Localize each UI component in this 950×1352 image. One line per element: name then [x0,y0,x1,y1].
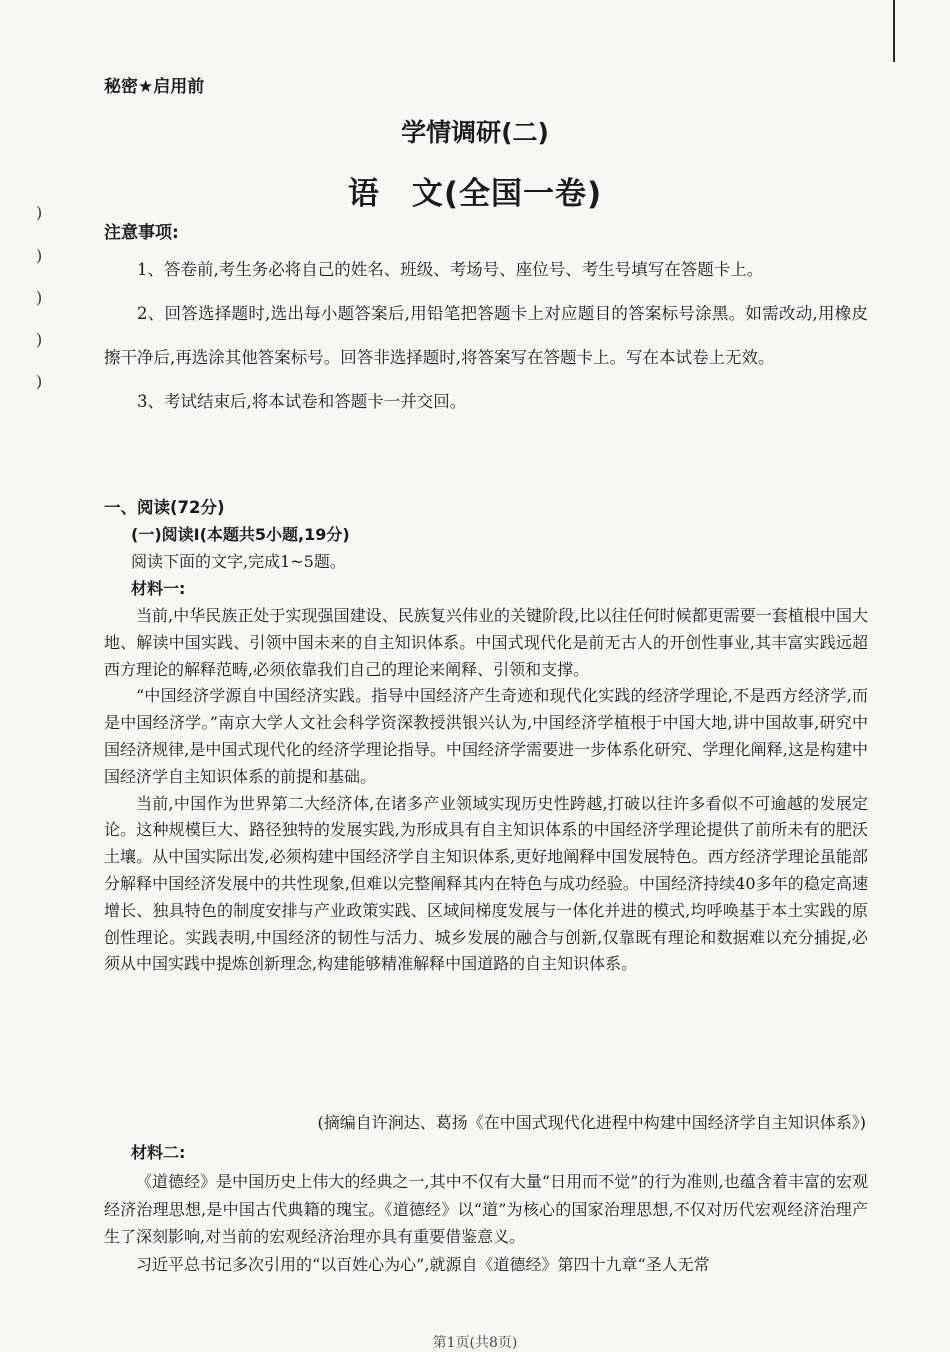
reading-instruction: 阅读下面的文字,完成1~5题。 [131,552,346,571]
material-one-body [104,603,868,978]
paragraph: 当前,中国作为世界第二大经济体,在诸多产业领域实现历史性跨越,打破以往许多看似不可逾越的发展定论。这种规模巨大、路径独特的发展实践,为形成具有自主知识体系的中国经济学理论提供了前所未有的肥沃土壤。从中国实际出发,必须构建中国经济学自主知识体系,更好地阐释中国发展特色。西方经济学理论虽能部分解释中国经济发展中的共性现象,但难以完整阐释其内在特色与成功经验。中国经济持续40多年的稳定高速增长、独具特色的制度安排与产业政策实践、区域间梯度发展与一体化并进的模式,均呼唤基于本土实践的原创性理论。实践表明,中国经济的韧性与活力、城乡发展的融合与创新,仅靠既有理论和数据难以充分捕捉,必须从中国实践中提炼创新理念,构建能够精准解释中国道路的自主知识体系。 [104,793,868,974]
page-footer: 第1页(共8页) [432,1335,518,1351]
paragraph: “中国经济学源自中国经济实践。指导中国经济产生奇迹和现代化实践的经济学理论,不是西方经济学,而是中国经济学。”南京大学人文社会科学资深教授洪银兴认为,中国经济学植根于中国大地,讲中国故事,研究中国经济规律,是中国式现代化的经济学理论指导。中国经济学需要进一步体系化研究、学理化阐释,这是构建中国经济学自主知识体系的前提和基础。 [104,686,868,786]
binding-mark: ) [36,246,43,265]
binding-mark: ) [36,288,43,307]
notice-item: 2、回答选择题时,选出每小题答案后,用铅笔把答题卡上对应题目的答案标号涂黑。如需改动,用橡皮擦干净后,再选涂其他答案标号。回答非选择题时,将答案写在答题卡上。写在本试卷上无效。 [104,304,868,367]
paragraph: 当前,中华民族正处于实现强国建设、民族复兴伟业的关键阶段,比以往任何时候都更需要一套植根中国大地、解读中国实践、引领中国未来的自主知识体系。中国式现代化是前无古人的开创性事业,其丰富实践远超西方理论的解释范畴,必须依靠我们自己的理论来阐释、引领和支撑。 [104,606,868,679]
notice-item: 1、答卷前,考生务必将自己的姓名、班级、考场号、座位号、考生号填写在答题卡上。 [137,260,764,279]
section-heading: 一、阅读(72分) [104,498,225,517]
exam-subject: 语 文(全国一卷) [347,176,603,212]
notice-heading: 注意事项: [104,223,179,243]
notice-list [104,248,868,424]
exam-title: 学情调研(二) [401,118,549,147]
scan-edge-line [893,0,895,62]
notice-item: 3、考试结束后,将本试卷和答题卡一并交回。 [137,392,467,411]
paragraph: 《道德经》是中国历史上伟大的经典之一,其中不仅有大量“日用而不觉”的行为准则,也蕴含着丰富的宏观经济治理思想,是中国古代典籍的瑰宝。《道德经》以“道”为核心的国家治理思想,不仅对历代宏观经济治理产生了深刻影响,对当前的宏观经济治理亦具有重要借鉴意义。 [104,1172,868,1246]
material-one-label: 材料一: [131,579,186,598]
material-two-label: 材料二: [131,1143,186,1162]
material-one-source: (摘编自许涧达、葛扬《在中国式现代化进程中构建中国经济学自主知识体系》) [317,1113,866,1132]
secret-label: 秘密★启用前 [104,77,205,97]
binding-mark: ) [36,372,43,391]
material-two-body [104,1168,868,1278]
binding-mark: ) [36,203,43,222]
binding-mark: ) [36,330,43,349]
subsection-heading: (一)阅读Ⅰ(本题共5小题,19分) [131,525,350,544]
paragraph: 习近平总书记多次引用的“以百姓心为心”,就源自《道德经》第四十九章“圣人无常 [136,1254,710,1274]
